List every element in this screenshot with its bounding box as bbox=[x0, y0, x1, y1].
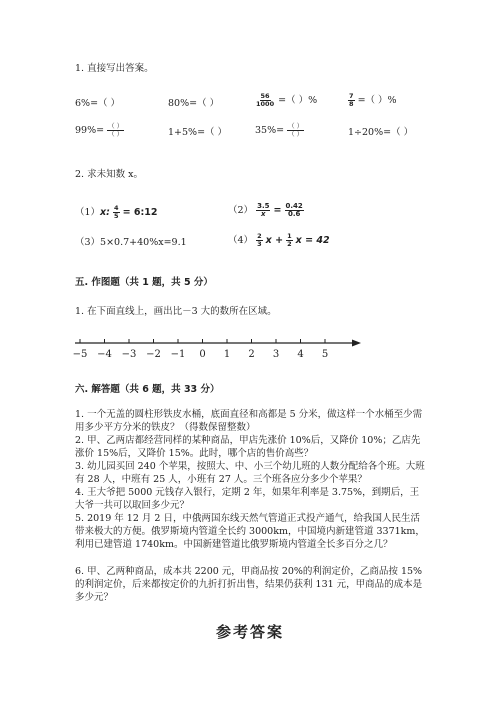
number-line-label: 3 bbox=[272, 349, 280, 360]
eq2: （2） $\frac{3.5}{x}$ = $\frac{0.42}{0.6}$ bbox=[228, 202, 303, 218]
number-line-label: 0 bbox=[199, 349, 206, 360]
word-problem-2: 2. 甲、乙两店都经营同样的某种商品，甲店先涨价 10%后，又降价 10%；乙店先涨价 15%后，又降价 15%。此时，哪个店的售价高些？ bbox=[75, 435, 421, 460]
eq4: （4） $\frac{2}{3}$ x + $\frac{1}{2}$ x = 42 bbox=[228, 232, 330, 248]
q1-row1-item4: $\frac{7}{8}$ =（ ）% bbox=[349, 92, 397, 108]
number-line-label: 1 bbox=[223, 349, 231, 360]
drawing-question: 1. 在下面直线上，画出比－3 大的数所在区域。 bbox=[75, 306, 277, 317]
number-line-label: −3 bbox=[121, 349, 137, 360]
eq3: （3）5×0.7+40%x=9.1 bbox=[75, 237, 187, 248]
q1-row2-item3: 35%= $\frac{( )}{( )}$ bbox=[255, 122, 304, 138]
number-line-label: −2 bbox=[146, 349, 161, 360]
number-line-label: 2 bbox=[248, 349, 255, 360]
number-line-arrow bbox=[352, 340, 361, 347]
word-problem-6: 6. 甲、乙两种商品，成本共 2200 元，甲商品按 20%的利润定价，乙商品按 15%的利润定价，后来都按定价的九折打折出售，结果仍获利 131 元，甲商品的成本是多少元？ bbox=[75, 566, 423, 604]
q1-row1-item3: $\frac{56}{1000}$ =（ ）% bbox=[256, 92, 318, 108]
q1-row1-item1: 6%=（ ） bbox=[75, 98, 121, 109]
number-line-label: −1 bbox=[170, 349, 186, 360]
number-line-label: 4 bbox=[297, 349, 304, 360]
word-problem-3: 3. 幼儿园买回 240 个苹果，按照大、中、小三个幼儿班的人数分配给各个班。大班有 28 人，中班有 25 人，小班有 27 人。三个班各应分多少个苹果？ bbox=[75, 461, 425, 486]
number-line bbox=[70, 336, 370, 368]
number-line-ticks bbox=[80, 339, 325, 343]
word-problem-4: 4. 王大爷把 5000 元钱存入银行，定期 2 年，如果年利率是 3.75%，到期后，王大爷一共可以取回多少元？ bbox=[75, 487, 420, 512]
section6-heading: 六. 解答题（共 6 题，共 33 分） bbox=[75, 384, 220, 395]
section5-heading: 五. 作图题（共 1 题，共 5 分） bbox=[75, 277, 213, 288]
number-line-label: −4 bbox=[97, 349, 112, 360]
number-line-label: 5 bbox=[321, 349, 329, 360]
number-line-label: −5 bbox=[72, 349, 88, 360]
answer-title: 参考答案 bbox=[216, 623, 285, 641]
eq1: （1）x: $\frac{4}{5}$ = 6:12 bbox=[75, 204, 158, 220]
word-problem-1: 1. 一个无盖的圆柱形铁皮水桶，底面直径和高都是 5 分米，做这样一个水桶至少需用多少平方分米的铁皮？（得数保留整数） bbox=[75, 409, 423, 434]
q1-row1-item2: 80%=（ ） bbox=[168, 98, 220, 109]
section1-title: 1. 直接写出答案。 bbox=[75, 63, 154, 74]
word-problem-5: 5. 2019 年 12 月 2 日，中俄两国东线天然气管道正式投产通气，给我国人民生活带来极大的方便。俄罗斯境内管道全长约 3000km，中国境内新建管道 3371km，利用已建管道 1740km。中国新建管道比俄罗斯境内管道全长多百分之几？ bbox=[75, 513, 425, 551]
q1-row2-item4: 1÷20%=（ ） bbox=[348, 127, 414, 138]
q1-row2-item2: 1+5%=（ ） bbox=[168, 127, 228, 138]
number-line-labels bbox=[73, 349, 329, 360]
section2-title: 2. 求未知数 x。 bbox=[75, 169, 143, 180]
q1-row2-item1: 99%= $\frac{( )}{( )}$ bbox=[75, 122, 124, 138]
